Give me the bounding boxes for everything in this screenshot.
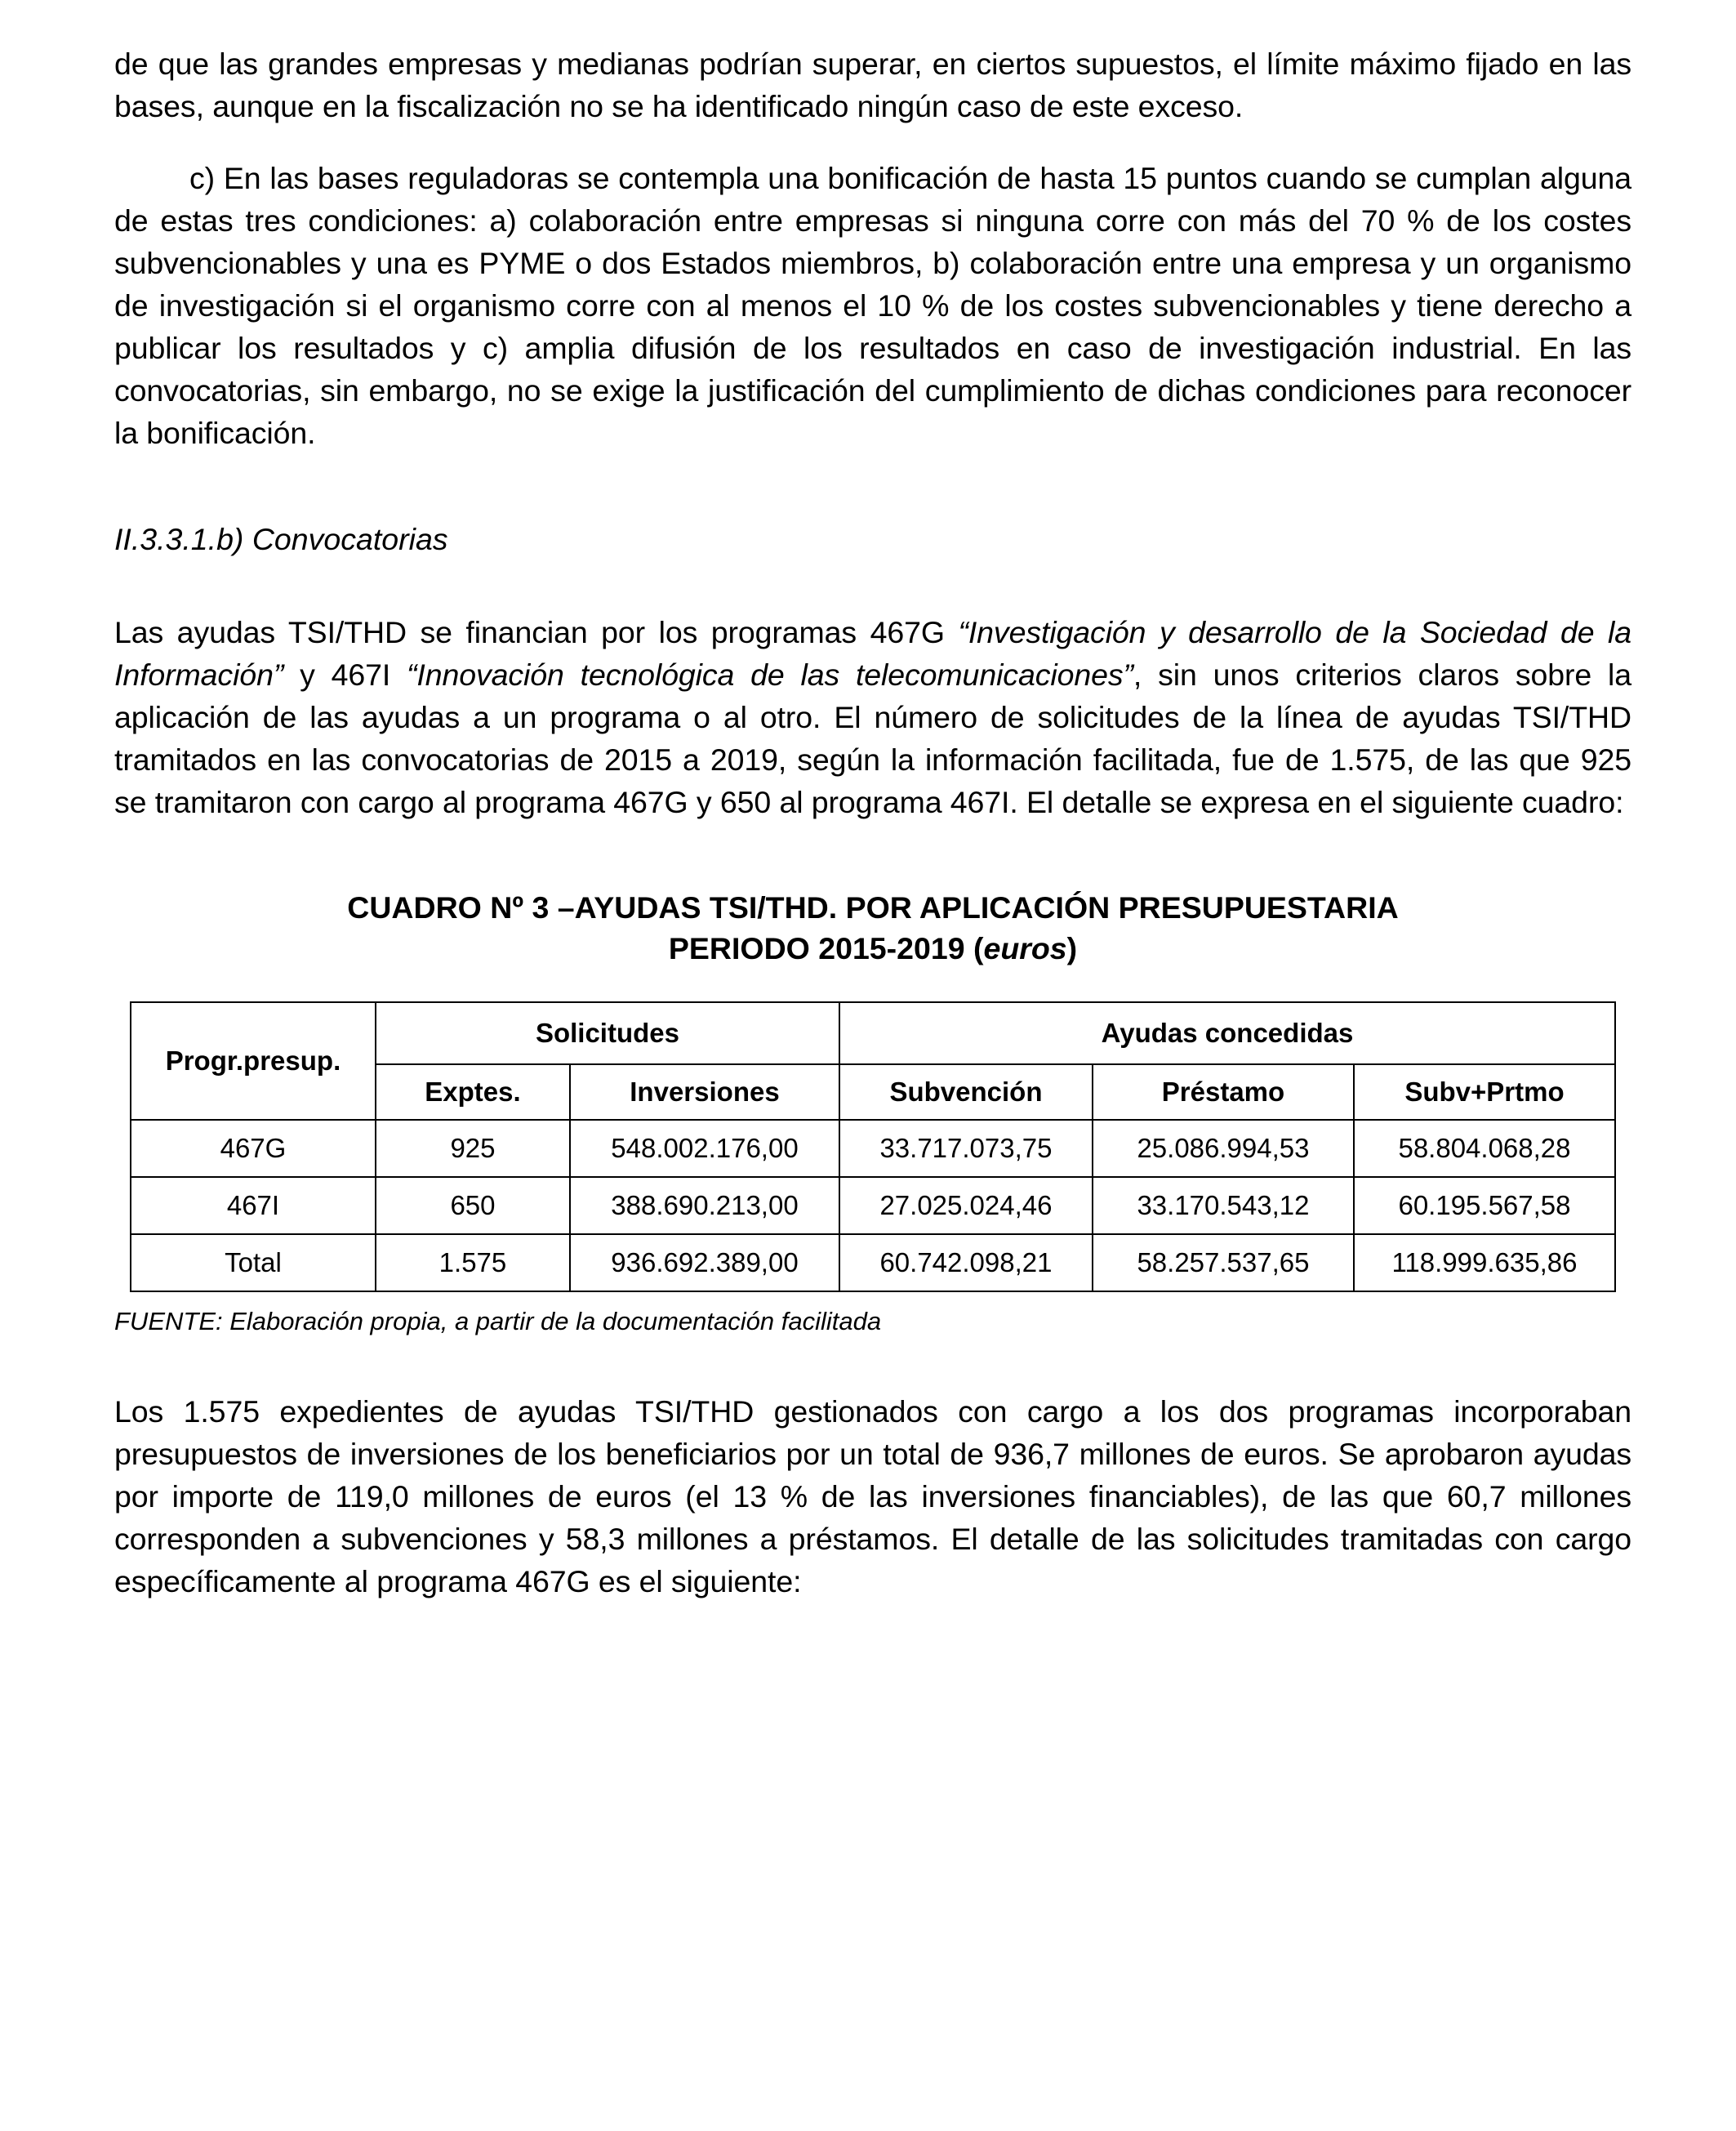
cell-total-subv-prtmo: 118.999.635,86 (1354, 1234, 1615, 1291)
program-467i-title: “Innovación tecnológica de las telecomunicaciones” (407, 658, 1133, 692)
paragraph-continuation: de que las grandes empresas y medianas podrían superar, en ciertos supuestos, el límite máximo fijado en las bases, aunque en la fiscalización no se ha identificado ningún caso de este exceso. (114, 47, 1631, 123)
cell-exptes: 925 (376, 1120, 570, 1177)
table-row (131, 1177, 1615, 1234)
header-prestamo: Préstamo (1093, 1064, 1354, 1120)
spacer (114, 823, 1631, 887)
cell-progr: 467I (131, 1177, 376, 1234)
table-container (114, 1001, 1631, 1292)
table-title-units: euros (983, 931, 1067, 965)
spacer (114, 560, 1631, 611)
header-subv-prtmo: Subv+Prtmo (1354, 1064, 1615, 1120)
program-467g-title: “Investigación y desarrollo de la Sociedad de la Información” (114, 615, 1631, 692)
cell-exptes: 650 (376, 1177, 570, 1234)
table-title-line1: CUADRO Nº 3 –AYUDAS TSI/THD. POR APLICACIÓN PRESUPUESTARIA (347, 890, 1399, 925)
header-exptes: Exptes. (376, 1064, 570, 1120)
cell-subv-prtmo: 60.195.567,58 (1354, 1177, 1615, 1234)
paragraph-condition-c: c) En las bases reguladoras se contempla una bonificación de hasta 15 puntos cuando se cumplan alguna de estas tres condiciones: a) colaboración entre empresas si ninguna corre con más del 70 % de los costes subvencionables y una es PYME o dos Estados miembros, b) colaboración entre una empresa y un organismo de investigación si el organismo corre con al menos el 10 % de los costes subvencionables y tiene derecho a publicar los resultados y c) amplia difusión de los resultados en caso de investigación industrial. En las convocatorias, sin embargo, no se exige la justificación del cumplimiento de dichas condiciones para reconocer la bonificación. (114, 161, 1631, 450)
cell-total-exptes: 1.575 (376, 1234, 570, 1291)
cell-progr: 467G (131, 1120, 376, 1177)
table-title-period-prefix: PERIODO 2015-2019 ( (668, 931, 984, 965)
cell-inversiones: 388.690.213,00 (570, 1177, 839, 1234)
paragraph-programas-part3: , sin unos criterios claros sobre la aplicación de las ayudas a un programa o al otro. El número de solicitudes de la línea de ayudas TSI/THD tramitados en las convocatorias de 2015 a 2019, según la información facilitada, fue de 1.575, de las que 925 se tramitaron con cargo al programa 467G y 650 al programa 467I. El detalle se expresa en el siguiente cuadro: (114, 658, 1631, 819)
cell-subvencion: 33.717.073,75 (839, 1120, 1093, 1177)
table-title-line2 (114, 928, 1631, 969)
paragraph-programas (114, 611, 1631, 823)
spacer (114, 1340, 1631, 1390)
cell-prestamo: 25.086.994,53 (1093, 1120, 1354, 1177)
section-heading-convocatorias: II.3.3.1.b) Convocatorias (114, 522, 448, 556)
paragraph-expedientes-summary: Los 1.575 expedientes de ayudas TSI/THD gestionados con cargo a los dos programas incorporaban presupuestos de inversiones de los beneficiarios por un total de 936,7 millones de euros. Se aprobaron ayudas por importe de 119,0 millones de euros (el 13 % de las inversiones financiables), de las que 60,7 millones corresponden a subvenciones y 58,3 millones a préstamos. El detalle de las solicitudes tramitadas con cargo específicamente al programa 467G es el siguiente: (114, 1394, 1631, 1598)
cell-inversiones: 548.002.176,00 (570, 1120, 839, 1177)
paragraph-programas-part2: y 467I (283, 658, 407, 692)
cell-subv-prtmo: 58.804.068,28 (1354, 1120, 1615, 1177)
table-row (131, 1120, 1615, 1177)
cuadro-3-table (130, 1001, 1616, 1292)
spacer (114, 127, 1631, 157)
table-header-group-row (131, 1002, 1615, 1064)
cell-total-label: Total (131, 1234, 376, 1291)
table-total-row (131, 1234, 1615, 1291)
paragraph-programas-part1: Las ayudas TSI/THD se financian por los programas 467G (114, 615, 959, 649)
header-group-solicitudes: Solicitudes (376, 1002, 839, 1064)
cell-subvencion: 27.025.024,46 (839, 1177, 1093, 1234)
header-inversiones: Inversiones (570, 1064, 839, 1120)
header-subvencion: Subvención (839, 1064, 1093, 1120)
table-source-note: FUENTE: Elaboración propia, a partir de la documentación facilitada (114, 1307, 882, 1335)
cell-prestamo: 33.170.543,12 (1093, 1177, 1354, 1234)
cell-total-inversiones: 936.692.389,00 (570, 1234, 839, 1291)
table-title-period-suffix: ) (1066, 931, 1078, 965)
spacer (114, 454, 1631, 518)
header-group-ayudas-concedidas: Ayudas concedidas (839, 1002, 1615, 1064)
header-progr-presup: Progr.presup. (131, 1002, 376, 1120)
cell-total-prestamo: 58.257.537,65 (1093, 1234, 1354, 1291)
cell-total-subvencion: 60.742.098,21 (839, 1234, 1093, 1291)
